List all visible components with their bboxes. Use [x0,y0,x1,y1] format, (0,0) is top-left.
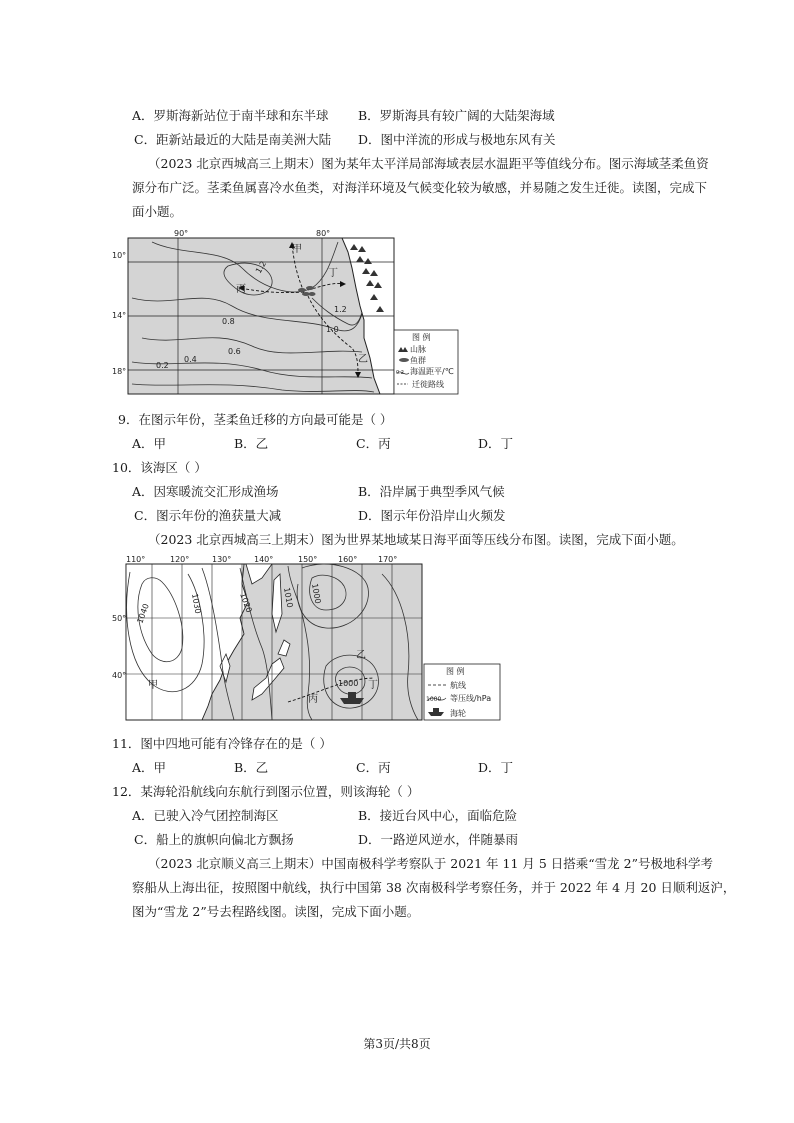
map2-lat-50: 50° [112,614,127,623]
q11-option-c: C．丙 [356,760,391,775]
map2-lon-150: 150° [298,555,318,564]
map1-label-yi: 乙 [358,354,368,365]
map1-label-bing: 丙 [236,284,246,295]
map2-lon-160: 160° [338,555,358,564]
q8-option-c: C．距新站最近的大陆是南美洲大陆 [134,132,332,147]
map1-iso-1-0: 1.0 [326,325,339,334]
q12-option-a: A．已驶入冷气团控制海区 [132,808,279,823]
pressure-map [112,554,512,724]
map2-isobar-1040: 1040 [135,602,151,625]
map1-iso-0-8: 0.8 [222,317,235,326]
q10-option-d: D．图示年份沿岸山火频发 [358,508,506,523]
q11-option-b: B．乙 [234,760,269,775]
q10-option-b: B．沿岸属于典型季风气候 [358,484,505,499]
map1-lat-10: 10° [112,251,127,260]
q12-option-b: B．接近台风中心，面临危险 [358,808,518,823]
map1-legend-iso: 海温距平/℃ [410,367,454,376]
q9-option-d: D．丁 [478,436,514,451]
intro3-line1: （2023 北京顺义高三上期末）中国南极科学考察队于 2021 年 11 月 5 日搭乘“雪龙 2”号极地科学考 [148,856,714,871]
q9-option-a: A．甲 [132,436,167,451]
map2-lon-120: 120° [170,555,190,564]
map2-lon-170: 170° [378,555,398,564]
map1-label-jia: 甲 [292,244,302,255]
q9-option-c: C．丙 [356,436,391,451]
q9-stem: 9．在图示年份，茎柔鱼迁移的方向最可能是（ ） [118,412,393,427]
map2-lon-110: 110° [126,555,146,564]
map2-label-ding: 丁 [368,680,378,691]
map2-lon-130: 130° [212,555,232,564]
q10-option-c: C．图示年份的渔获量大减 [134,508,282,523]
intro1-line2: 源分布广泛。茎柔鱼属喜冷水鱼类，对海洋环境及气候变化较为敏感，并易随之发生迁徙。读图，完成下 [132,180,708,195]
map1-legend-route: 迁徙路线 [412,380,444,389]
q11-option-d: D．丁 [478,760,514,775]
map1-legend [394,330,458,394]
q11-option-a: A．甲 [132,760,167,775]
map2-isobar-1030: 1030 [190,592,203,615]
map2-lat-40: 40° [112,671,127,680]
map2-legend [424,664,500,720]
map1-lat-14: 14° [112,311,127,320]
map1-legend-fish: 鱼群 [410,356,426,365]
map2-lon-140: 140° [254,555,274,564]
intro1-line3: 面小题。 [132,204,183,219]
q8-option-d: D．图中洋流的形成与极地东风有关 [358,132,556,147]
q10-stem: 10．该海区（ ） [112,460,207,475]
map2-label-jia: 甲 [148,680,158,691]
map1-iso-0-2: 0.2 [156,361,169,370]
q10-option-a: A．因寒暖流交汇形成渔场 [132,484,279,499]
intro3-line2: 察船从上海出征，按照图中航线，执行中国第 38 次南极科学考察任务，并于 2022 年 4 月 20 日顺利返沪， [132,880,736,895]
map1-lat-18: 18° [112,367,127,376]
map2-label-yi: 乙 [356,650,366,661]
map1-legend-mountain: 山脉 [410,345,426,354]
map2-isobar-1010: 1010 [282,586,295,609]
q12-option-d: D．一路逆风逆水，伴随暴雨 [358,832,519,847]
map2-legend-title: 图 例 [446,667,465,676]
intro1-line1: （2023 北京西城高三上期末）图为某年太平洋局部海域表层水温距平等值线分布。图示海域茎柔鱼资 [148,156,709,171]
map1-iso-0-4: 0.4 [184,355,197,364]
map2-legend-iso-sample: 1000 [426,696,442,703]
q12-option-c: C．船上的旗帜向偏北方飘扬 [134,832,294,847]
map1-legend-iso-sample: 0.2 [396,370,404,376]
q9-option-b: B．乙 [234,436,269,451]
q8-option-a: A．罗斯海新站位于南半球和东半球 [132,108,329,123]
map1-label-ding: 丁 [328,268,338,279]
q12-stem: 12．某海轮沿航线向东航行到图示位置，则该海轮（ ） [112,784,420,799]
map1-iso-1-2b: 1.2 [334,305,347,314]
map2-legend-route: 航线 [450,681,466,690]
map2-legend-iso: 等压线/hPa [450,694,492,703]
map2-legend-ship: 海轮 [450,709,466,718]
map1-iso-0-6: 0.6 [228,347,241,356]
sea-temperature-map [112,228,512,398]
map1-lon-90: 90° [174,229,189,238]
q11-stem: 11．图中四地可能有冷锋存在的是（ ） [112,736,332,751]
q8-option-b: B．罗斯海具有较广阔的大陆架海域 [358,108,555,123]
map2-isobar-1000b: 1000 [338,679,359,688]
map1-lon-80: 80° [316,229,331,238]
map2-isobar-1020: 1020 [238,591,254,614]
map2-isobar-1000: 1000 [310,582,323,605]
intro2-line1: （2023 北京西城高三上期末）图为世界某地域某日海平面等压线分布图。读图，完成下面小题。 [148,532,684,547]
map1-legend-title: 图 例 [412,333,431,342]
page-footer: 第3页/共8页 [363,1037,431,1051]
map2-label-bing: 丙 [308,694,318,705]
map1-iso-1-2a: 1.2 [253,259,269,275]
intro3-line3: 图为“雪龙 2”号去程路线图。读图，完成下面小题。 [132,904,420,919]
